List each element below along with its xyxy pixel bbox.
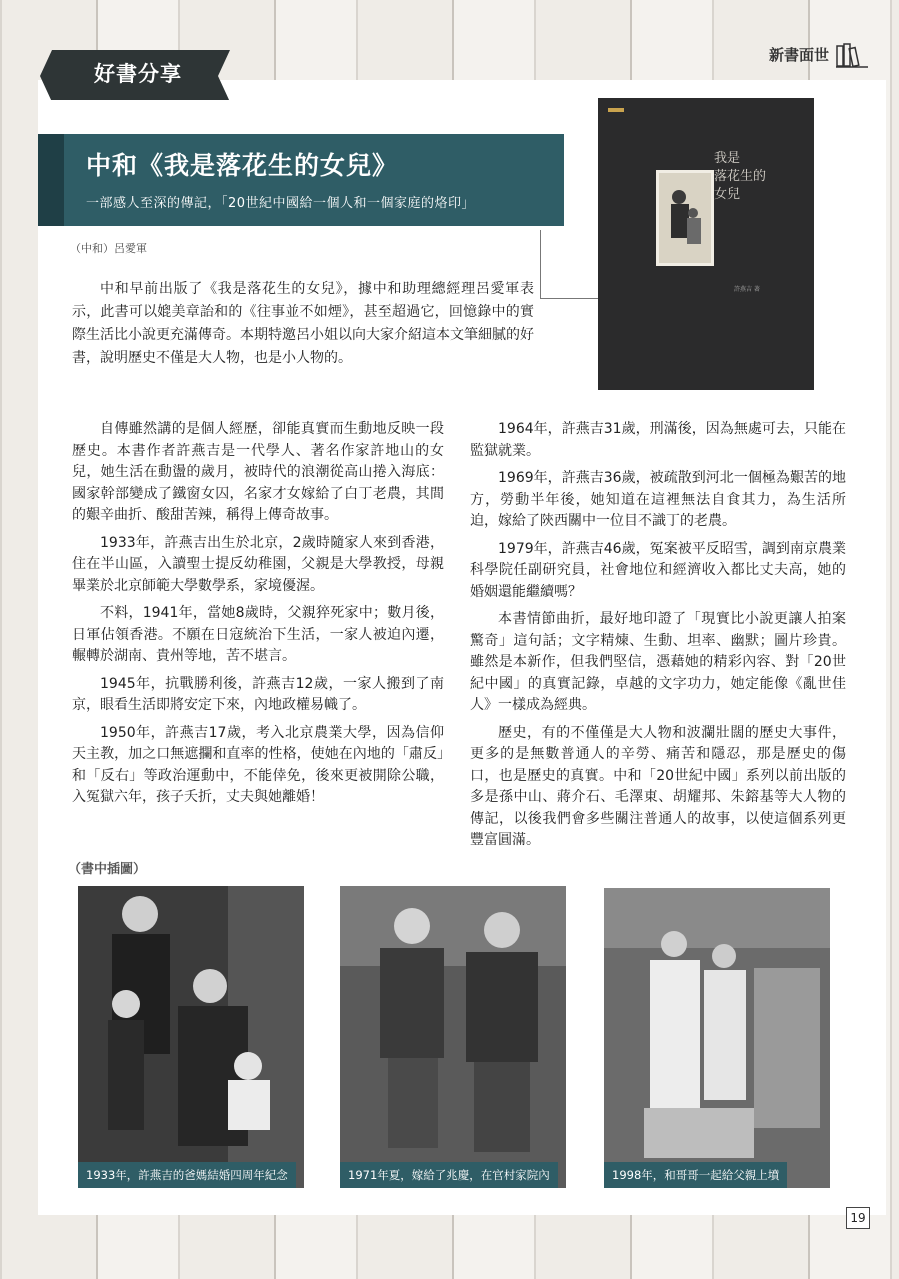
body-column-right: [470, 419, 846, 858]
body-paragraph: 本書情節曲折，最好地印證了「現實比小說更讓人拍案驚奇」這句話；文字精煉、生動、坦率、幽默；圖片珍貴。雖然是本新作，但我們堅信，憑藉她的精彩內容、對「20世紀中國」的真實記錄，卓越的文字功力，她定能像《亂世佳人》一樣成為經典。: [470, 611, 846, 713]
cover-photo: [656, 170, 714, 266]
photo-image: [340, 886, 566, 1188]
photo-caption: 1998年，和哥哥一起給父親上墳: [604, 1162, 787, 1188]
title-accent-bar: [38, 134, 64, 226]
page-number: 19: [846, 1207, 870, 1229]
section-tab: [40, 46, 230, 100]
cover-author: 許燕吉 著: [734, 286, 760, 293]
books-icon: [835, 40, 869, 68]
body-paragraph: 1964年，許燕吉31歲，刑滿後，因為無處可去，只能在監獄就業。: [470, 421, 846, 459]
photo-family-portrait: [78, 886, 304, 1188]
body-paragraph: 1950年，許燕吉17歲，考入北京農業大學，因為信仰天主教，加之口無遮攔和直率的性格，使她在內地的「肅反」和「反右」等政治運動中，不能倖免，後來更被開除公職，入冤獄六年，孩子夭折，丈夫與她離婚！: [72, 724, 444, 805]
body-paragraph: 1933年，許燕吉出生於北京，2歲時隨家人來到香港，住在半山區，入讀聖士提反幼稚園，父親是大學教授，母親畢業於北京師範大學數學系，家境優渥。: [72, 534, 444, 594]
cover-photo-image: [659, 173, 711, 263]
book-cover: [598, 98, 814, 390]
cover-title-line: 我是: [714, 151, 741, 166]
article-subtitle: 一部感人至深的傳記，「20世紀中國給一個人和一個家庭的烙印」: [86, 196, 476, 211]
body-paragraph: 自傳雖然講的是個人經歷，卻能真實而生動地反映一段歷史。本書作者許燕吉是一代學人、著名作家許地山的女兒，她生活在動盪的歲月，被時代的浪潮從高山捲入海底：國家幹部變成了鐵窗女囚，名家才女嫁給了白丁老農，其間的艱辛曲折、酸甜苦辣，稱得上傳奇故事。: [72, 421, 444, 523]
cover-title-line: 女兒: [714, 187, 741, 202]
cover-title-line: 落花生的: [714, 169, 767, 184]
photo-couple-seated: [340, 886, 566, 1188]
photo-image: [78, 886, 304, 1188]
article-title: 中和《我是落花生的女兒》: [86, 151, 399, 180]
photo-image: [604, 888, 830, 1188]
body-paragraph: 1969年，許燕吉36歲，被疏散到河北一個極為艱苦的地方，勞動半年後，她知道在這裡無法自食其力，為生活所迫，嫁給了陝西關中一位目不識丁的老農。: [470, 470, 846, 529]
body-paragraph: 不料，1941年，當她8歲時，父親猝死家中；數月後，日軍佔領香港。不願在日寇統治下生活，一家人被迫內遷，輾轉於湖南、貴州等地，苦不堪言。: [72, 605, 444, 664]
photo-caption: 1971年夏，嫁給了兆慶，在官村家院內: [340, 1162, 558, 1188]
body-paragraph: 1979年，許燕吉46歲，冤案被平反昭雪，調到南京農業科學院任副研究員，社會地位和經濟收入都比丈夫高，她的婚姻還能繼續嗎？: [470, 540, 846, 600]
body-paragraph: 歷史，有的不僅僅是大人物和波瀾壯闊的歷史大事件，更多的是無數普通人的辛勞、痛苦和隱忍，那是歷史的傷口，也是歷史的真實。中和「20世紀中國」系列以前出版的多是孫中山、蔣介石、毛澤東、胡耀邦、朱鎔基等大人物的傳記，以後我們會多些關注普通人的故事，以使這個系列更豐富圓滿。: [470, 724, 846, 848]
body-column-left: [72, 419, 444, 815]
body-paragraph: 1945年，抗戰勝利後，許燕吉12歲，一家人搬到了南京，眼看生活即將安定下來，內地政權易幟了。: [72, 675, 444, 713]
corner-header: [769, 40, 869, 68]
section-label: 好書分享: [94, 62, 182, 86]
intro-paragraph: 中和早前出版了《我是落花生的女兒》，據中和助理總經理呂愛軍表示，此書可以媲美章詒和的《往事並不如煙》，甚至超過它，回憶錄中的實際生活比小說更充滿傳奇。本期特邀呂小姐以向大家介紹這本文筆細膩的好書，說明歷史不僅是大人物，也是小人物的。: [72, 281, 534, 366]
photo-caption: 1933年，許燕吉的爸媽結婚四周年紀念: [78, 1162, 296, 1188]
connector-line: [540, 230, 541, 298]
byline: （中和）呂愛軍: [70, 242, 147, 255]
article-title-box: [64, 134, 564, 226]
cover-title: [714, 150, 794, 204]
publisher-mark: [608, 108, 624, 112]
connector-line: [540, 298, 598, 299]
photo-grave-visit: [604, 888, 830, 1188]
corner-label: 新書面世: [768, 45, 829, 64]
illustrations-label: （書中插圖）: [68, 862, 147, 877]
